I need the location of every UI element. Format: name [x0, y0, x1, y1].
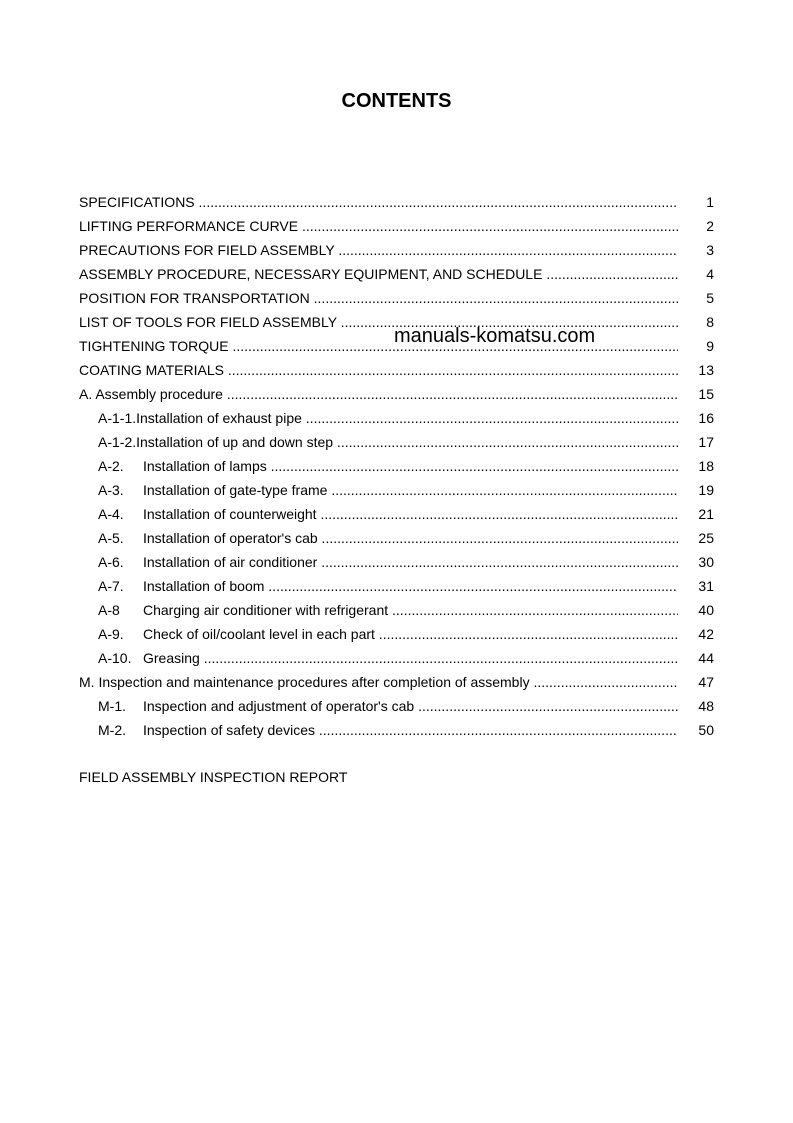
toc-entry-page: 47: [698, 674, 714, 690]
toc-entry-page: 8: [706, 314, 714, 330]
toc-entry-page: 9: [706, 338, 714, 354]
toc-entry-page: 19: [698, 482, 714, 498]
toc-subentry-title: Charging air conditioner with refrigerant: [143, 602, 389, 618]
toc-entry-page: 3: [706, 242, 714, 258]
toc-entry-title: ASSEMBLY PROCEDURE, NECESSARY EQUIPMENT, AND SCHEDULE .....: [79, 265, 678, 283]
toc-subentry-code: A-8: [98, 602, 120, 618]
toc-subentry-code: A-1-1.: [98, 410, 137, 426]
page-title: CONTENTS: [341, 90, 452, 112]
toc-subentry-line: [98, 529, 678, 547]
toc-subentry: [79, 529, 714, 553]
toc-entry-title: M. Inspection and maintenance procedures after completion of assembly .....: [79, 673, 678, 691]
toc-subentry-code: A-5.: [98, 530, 124, 546]
toc-subentry-title: Installation of exhaust pipe: [136, 410, 302, 426]
toc-subentry-line: [98, 553, 678, 571]
toc-subentry-title: Check of oil/coolant level in each part: [143, 626, 375, 642]
toc-subentry-line: [98, 649, 678, 667]
toc-subentry-title: Installation of boom: [143, 578, 265, 594]
watermark: manuals-komatsu.com: [394, 325, 596, 347]
toc-entry: [79, 241, 714, 265]
toc-entry: [79, 673, 714, 697]
toc-entry-title: LIFTING PERFORMANCE CURVE .....: [79, 217, 678, 235]
toc-subentry: [79, 505, 714, 529]
toc-entry-page: 4: [706, 266, 714, 282]
toc-subentry-title: Installation of counterweight: [143, 506, 317, 522]
toc-subentry: [79, 697, 714, 721]
toc-entry: [79, 193, 714, 217]
toc-subentry: [79, 625, 714, 649]
toc-entry-title: PRECAUTIONS FOR FIELD ASSEMBLY .....: [79, 241, 678, 259]
toc-subentry-code: A-7.: [98, 578, 124, 594]
toc-subentry: [79, 721, 714, 745]
toc-subentry-code: A-1-2.: [98, 434, 137, 450]
toc-subentry-title: Inspection of safety devices: [143, 722, 315, 738]
toc-entry-page: 31: [698, 578, 714, 594]
toc-entry: [79, 265, 714, 289]
toc-subentry-code: A-10.: [98, 650, 132, 666]
toc-entry: [79, 385, 714, 409]
toc-entry-page: 48: [698, 698, 714, 714]
toc-entry-title: SPECIFICATIONS .....: [79, 193, 678, 211]
toc-subentry-title: Greasing: [143, 650, 200, 666]
toc-subentry-title: Installation of air conditioner: [143, 554, 318, 570]
toc-entry-page: 30: [698, 554, 714, 570]
toc-subentry: [79, 457, 714, 481]
toc-subentry-line: [98, 505, 678, 523]
toc-entry: [79, 361, 714, 385]
toc-subentry-code: M-1.: [98, 698, 126, 714]
toc-entry-page: 1: [706, 194, 714, 210]
toc-subentry-code: M-2.: [98, 722, 126, 738]
toc-entry-page: 44: [698, 650, 714, 666]
toc-subentry-line: [98, 409, 678, 427]
toc-subentry-line: [98, 601, 678, 619]
toc-entry-page: 42: [698, 626, 714, 642]
toc-subentry: [79, 649, 714, 673]
toc-subentry: [79, 433, 714, 457]
toc-subentry: [79, 481, 714, 505]
toc-entry-page: 15: [698, 386, 714, 402]
toc-entry: [79, 217, 714, 241]
toc-entry: [79, 289, 714, 313]
toc-entry-page: 5: [706, 290, 714, 306]
toc-entry-title: A. Assembly procedure .....: [79, 385, 678, 403]
toc-subentry-code: A-9.: [98, 626, 124, 642]
toc-subentry-title: Installation of up and down step: [136, 434, 334, 450]
toc-entry-page: 40: [698, 602, 714, 618]
toc-subentry-code: A-4.: [98, 506, 124, 522]
toc-subentry: [79, 553, 714, 577]
toc-entry-page: 21: [698, 506, 714, 522]
toc-entry-page: 50: [698, 722, 714, 738]
toc-subentry-title: Inspection and adjustment of operator's cab: [143, 698, 415, 714]
toc-subentry-code: A-2.: [98, 458, 124, 474]
toc-subentry-line: [98, 457, 678, 475]
toc-entry-title: COATING MATERIALS .....: [79, 361, 678, 379]
toc-entry-title: LIST OF TOOLS FOR FIELD ASSEMBLY .....: [79, 313, 678, 331]
toc-entry-title: POSITION FOR TRANSPORTATION .....: [79, 289, 678, 307]
section-footer-heading: FIELD ASSEMBLY INSPECTION REPORT: [79, 769, 348, 785]
toc-subentry-line: [98, 577, 678, 595]
toc-entry-page: 17: [698, 434, 714, 450]
toc-entry-page: 25: [698, 530, 714, 546]
toc-subentry-title: Installation of lamps: [143, 458, 267, 474]
toc-subentry-line: [98, 625, 678, 643]
toc-subentry-title: Installation of operator's cab: [143, 530, 318, 546]
toc-entry-title: TIGHTENING TORQUE .....: [79, 337, 678, 355]
toc-subentry: [79, 601, 714, 625]
toc-subentry-title: Installation of gate-type frame: [143, 482, 328, 498]
toc-entry-page: 18: [698, 458, 714, 474]
toc-subentry-line: [98, 433, 678, 451]
toc-entry-page: 13: [698, 362, 714, 378]
toc-entry-page: 16: [698, 410, 714, 426]
toc-subentry: [79, 409, 714, 433]
toc-entry-page: 2: [706, 218, 714, 234]
toc-subentry-line: [98, 481, 678, 499]
toc-subentry-code: A-6.: [98, 554, 124, 570]
toc-subentry-line: [98, 697, 678, 715]
toc-subentry-line: [98, 721, 678, 739]
toc-subentry: [79, 577, 714, 601]
table-of-contents: [79, 193, 714, 745]
toc-subentry-code: A-3.: [98, 482, 124, 498]
